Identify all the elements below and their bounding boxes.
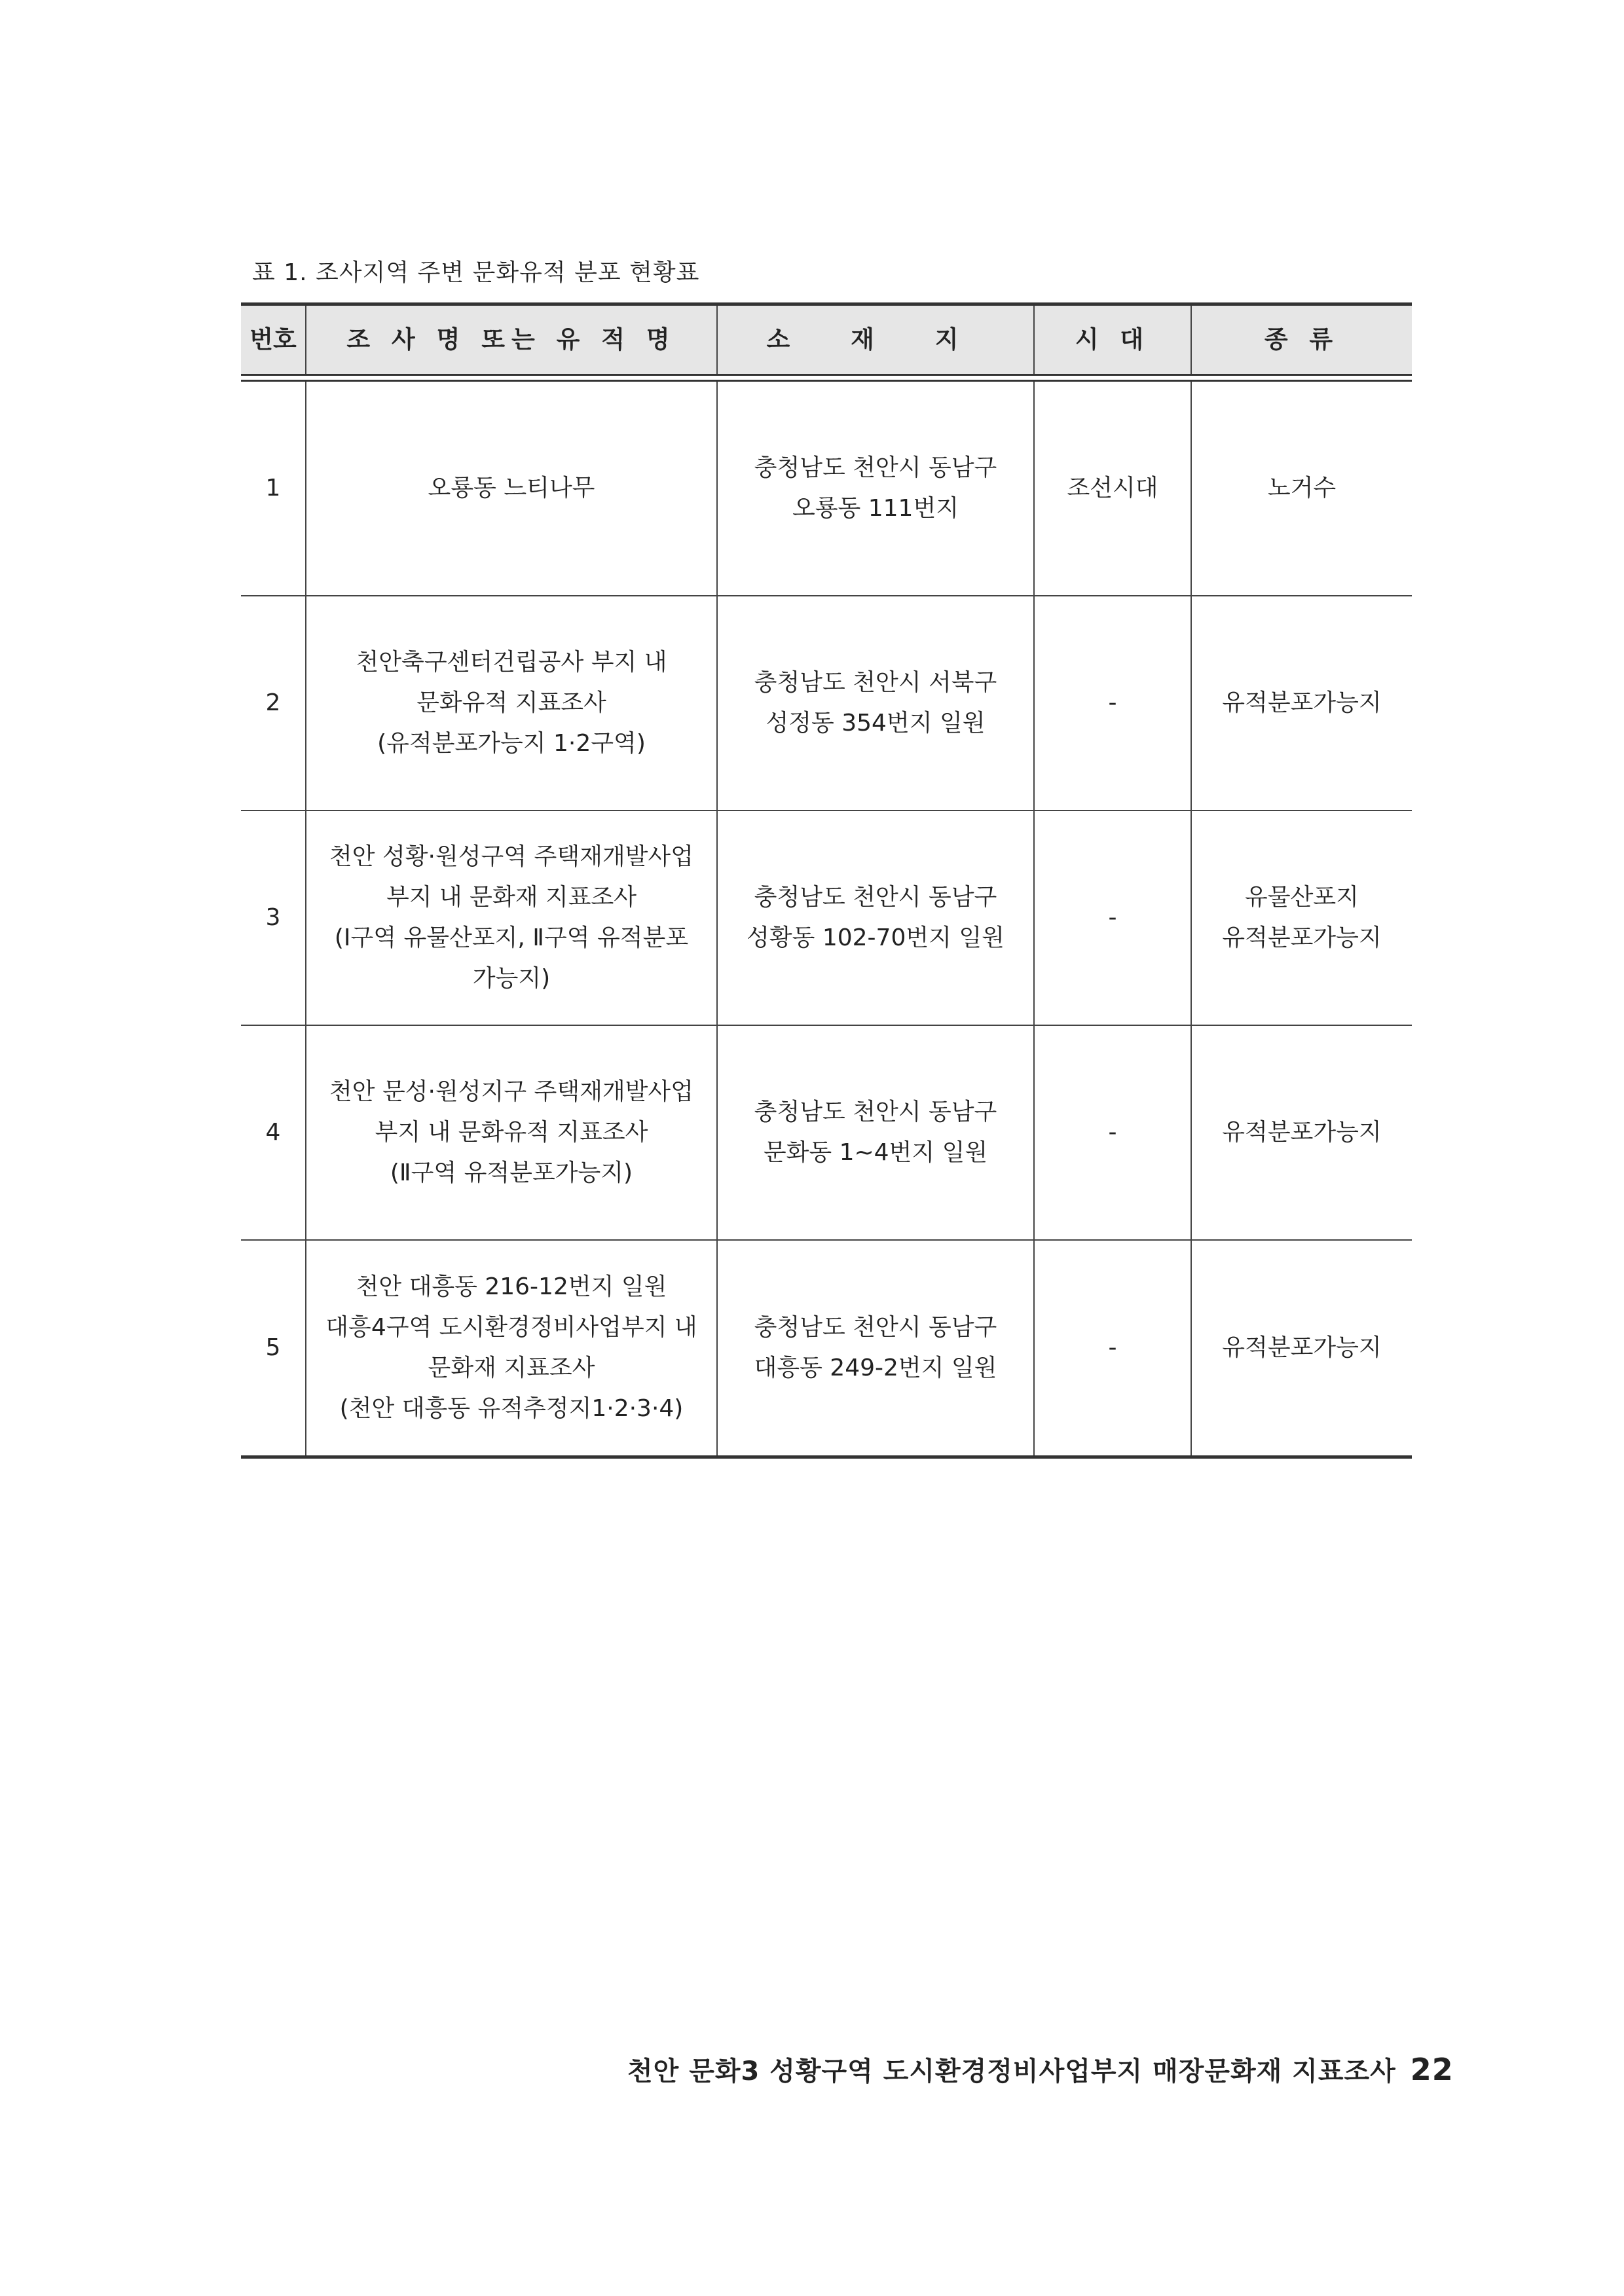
site-name-line: 천안축구센터건립공사 부지 내 [356,649,667,676]
site-name-line: 천안 문성·원성지구 주택재개발사업 [329,1078,693,1105]
table-bottom-rule [241,1455,1412,1459]
heritage-distribution-table [241,302,1412,1459]
row-period: 조선시대 [1035,382,1192,595]
location-line: 성황동 102-70번지 일원 [747,924,1005,951]
row-type [1192,382,1412,595]
site-name-line: (Ⅱ구역 유적분포가능지) [390,1159,633,1186]
row-location [718,1241,1035,1455]
header-period: 시 대 [1035,306,1192,374]
location-line: 문화동 1~4번지 일원 [763,1139,988,1166]
row-number: 2 [241,596,306,810]
location-line: 충청남도 천안시 동남구 [754,1314,997,1341]
location-line: 충청남도 천안시 동남구 [754,454,997,481]
header-site-name: 조 사 명 또는 유 적 명 [306,306,718,374]
row-location [718,1026,1035,1239]
page-number: 22 [1410,2052,1454,2087]
row-period: - [1035,1241,1192,1455]
row-site-name [306,1026,718,1239]
row-period: - [1035,1026,1192,1239]
location-line: 성정동 354번지 일원 [766,710,986,737]
site-name-line: 대흥4구역 도시환경정비사업부지 내 [325,1314,697,1341]
row-site-name [306,811,718,1025]
type-line: 유적분포가능지 [1222,924,1382,951]
page-footer [627,2050,1454,2088]
row-number: 4 [241,1026,306,1239]
header-location: 소 재 지 [718,306,1035,374]
row-location [718,596,1035,810]
location-line: 대흥동 249-2번지 일원 [754,1355,997,1381]
table-row [241,382,1412,596]
row-site-name [306,596,718,810]
row-location [718,382,1035,595]
site-name-line: (Ⅰ구역 유물산포지, Ⅱ구역 유적분포 [334,924,689,951]
row-number: 1 [241,382,306,595]
site-name-line: 천안 성황·원성구역 주택재개발사업 [329,843,693,870]
site-name-line: (유적분포가능지 1·2구역) [377,730,646,757]
row-number: 3 [241,811,306,1025]
table-row [241,811,1412,1026]
site-name-line: 부지 내 문화유적 지표조사 [375,1119,648,1146]
header-number: 번호 [241,306,306,374]
row-location [718,811,1035,1025]
type-line: 유물산포지 [1245,884,1359,911]
row-type [1192,1241,1412,1455]
type-line: 노거수 [1267,475,1337,501]
row-number: 5 [241,1241,306,1455]
header-double-rule [241,374,1412,382]
footer-title: 천안 문화3 성황구역 도시환경정비사업부지 매장문화재 지표조사 [627,2056,1396,2086]
table-row [241,1026,1412,1241]
type-line: 유적분포가능지 [1222,689,1382,716]
site-name-line: 가능지) [472,965,551,992]
site-name-line: 문화유적 지표조사 [416,689,606,716]
header-type: 종 류 [1264,325,1340,354]
table-caption: 표 1. 조사지역 주변 문화유적 분포 현황표 [252,259,700,286]
type-line: 유적분포가능지 [1222,1119,1382,1146]
row-type [1192,1026,1412,1239]
site-name-line: 부지 내 문화재 지표조사 [386,884,637,911]
site-name-line: 천안 대흥동 216-12번지 일원 [356,1273,667,1300]
location-line: 충청남도 천안시 동남구 [754,1099,997,1125]
type-line: 유적분포가능지 [1222,1334,1382,1361]
row-site-name [306,382,718,595]
table-row [241,596,1412,811]
table-header-row [241,306,1412,374]
table-row [241,1241,1412,1455]
location-line: 오룡동 111번지 [792,495,959,522]
row-site-name [306,1241,718,1455]
location-line: 충청남도 천안시 서북구 [754,669,997,696]
location-line: 충청남도 천안시 동남구 [754,884,997,911]
site-name-line: 문화재 지표조사 [428,1355,595,1381]
site-name-line: 오룡동 느티나무 [428,475,595,501]
row-period: - [1035,596,1192,810]
row-type [1192,596,1412,810]
row-type [1192,811,1412,1025]
row-period: - [1035,811,1192,1025]
site-name-line: (천안 대흥동 유적추정지1·2·3·4) [339,1395,684,1422]
